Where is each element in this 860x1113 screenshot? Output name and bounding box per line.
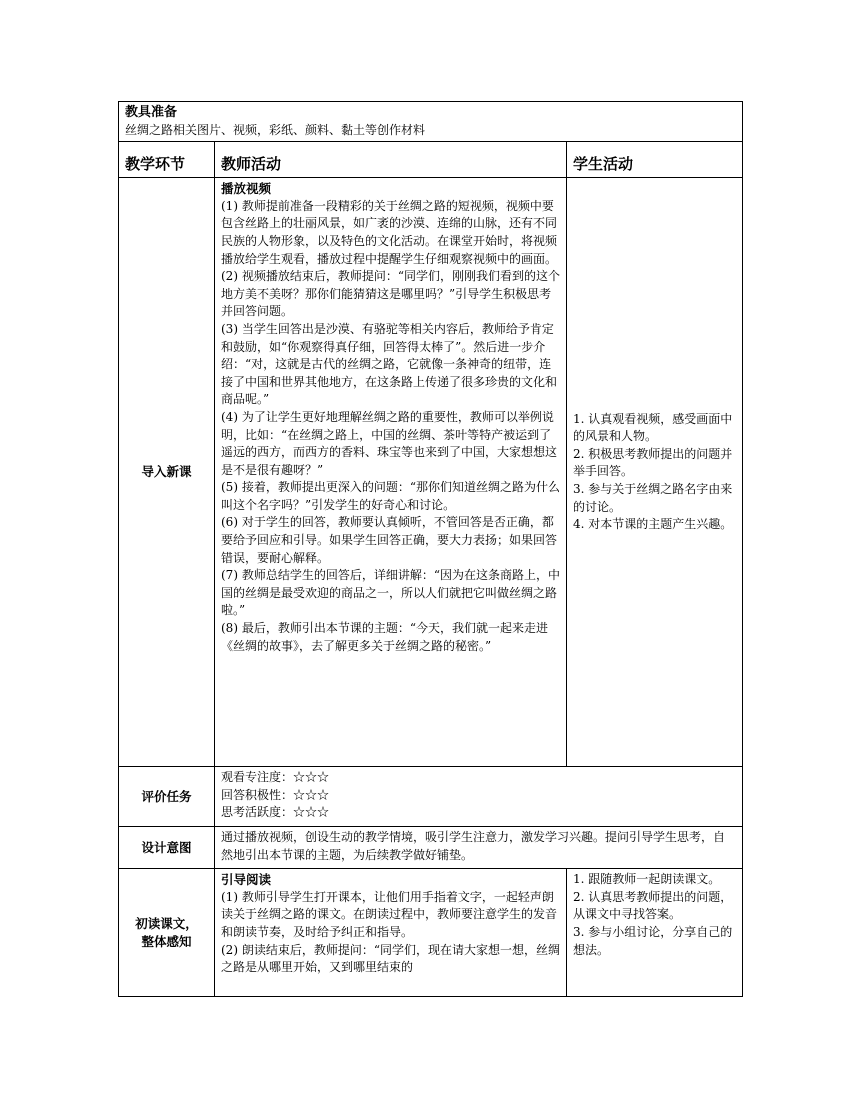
eval-stage: 评价任务 [119,767,215,827]
header-stage: 教学环节 [119,142,215,178]
intro-student-para: 1. 认真观看视频，感受画面中的风景和人物。 [573,411,733,444]
header-row [119,142,743,178]
eval-row [119,767,743,827]
prep-cell [119,102,743,142]
reading-stage [119,869,215,997]
intro-teacher-para: (7) 教师总结学生的回答后，详细讲解：“因为在这条商路上，中国的丝绸是最受欢迎的商品之一，所以人们就把它叫做丝绸之路啦。” [221,568,560,618]
intro-teacher-para: (2) 视频播放结束后，教师提问：“同学们，刚刚我们看到的这个地方美不美呀？那你们能猜猜这是哪里吗？”引导学生积极思考并回答问题。 [221,269,560,319]
eval-line: 思考活跃度：☆☆☆ [221,805,330,820]
intro-teacher-para: (3) 当学生回答出是沙漠、有骆驼等相关内容后，教师给予肯定和鼓励，如“你观察得真仔细，回答得太棒了”。然后进一步介绍：“对，这就是古代的丝绸之路，它就像一条神奇的纽带，连接了中国和世界其他地方，在这条路上传递了很多珍贵的文化和商品呢。” [221,321,558,407]
lesson-plan-page [118,101,742,997]
intro-student-cell [567,178,743,767]
intro-teacher-para: (5) 接着，教师提出更深入的问题：“那你们知道丝绸之路为什么叫这个名字吗？”引发学生的好奇心和讨论。 [221,480,560,512]
design-stage: 设计意图 [119,827,215,869]
eval-cell [215,767,743,827]
design-row [119,827,743,869]
reading-teacher-cell [215,869,567,997]
eval-line: 观看专注度：☆☆☆ [221,770,330,785]
header-teacher: 教师活动 [215,142,567,178]
reading-stage-line: 整体感知 [141,933,192,949]
intro-subtitle: 播放视频 [221,181,272,197]
header-student: 学生活动 [567,142,743,178]
reading-teacher-para: (1) 教师引导学生打开课本，让他们用手指着文字，一起轻声朗读关于丝绸之路的课文。在朗读过程中，教师要注意学生的发音和朗读节奏，及时给予纠正和指导。 [221,889,558,939]
lesson-plan-table [118,101,743,997]
eval-line: 回答积极性：☆☆☆ [221,787,330,802]
intro-row [119,178,743,767]
reading-student-para: 3. 参与小组讨论，分享自己的想法。 [573,924,733,957]
intro-teacher-para: (4) 为了让学生更好地理解丝绸之路的重要性，教师可以举例说明，比如：“在丝绸之路上，中国的丝绸、茶叶等特产被运到了遥远的西方，而西方的香料、珠宝等也来到了中国，大家想想这是不是很有趣呀？” [221,409,558,477]
reading-student-cell [567,869,743,997]
intro-teacher-para: (1) 教师提前准备一段精彩的关于丝绸之路的短视频，视频中要包含丝路上的壮丽风景，如广袤的沙漠、连绵的山脉，还有不同民族的人物形象，以及特色的文化活动。在课堂开始时，将视频播放给学生观看，播放过程中提醒学生仔细观察视频中的画面。 [221,198,558,266]
intro-teacher-cell [215,178,567,767]
reading-subtitle: 引导阅读 [221,872,272,888]
prep-row [119,102,743,142]
intro-student-para: 3. 参与关于丝绸之路名字由来的讨论。 [573,481,733,514]
intro-teacher-para: (8) 最后，教师引出本节课的主题：“今天，我们就一起来走进《丝绸的故事》，去了解更多关于丝绸之路的秘密。” [221,621,548,653]
intro-teacher-para: (6) 对于学生的回答，教师要认真倾听，不管回答是否正确，都要给予回应和引导。如果学生回答正确，要大力表扬；如果回答错误，要耐心解释。 [221,515,558,565]
prep-title: 教具准备 [125,105,178,120]
reading-student-para: 1. 跟随教师一起朗读课文。 [573,872,721,887]
intro-stage: 导入新课 [119,178,215,767]
prep-content: 丝绸之路相关图片、视频，彩纸、颜料、黏土等创作材料 [125,122,426,137]
reading-student-para: 2. 认真思考教师提出的问题，从课文中寻找答案。 [573,889,733,922]
reading-row [119,869,743,997]
intro-student-para: 2. 积极思考教师提出的问题并举手回答。 [573,446,733,479]
reading-stage-line: 初读课文， [135,916,198,932]
design-content: 通过播放视频，创设生动的教学情境，吸引学生注意力，激发学习兴趣。提问引导学生思考，自然地引出本节课的主题，为后续教学做好铺垫。 [215,827,743,869]
reading-teacher-para: (2) 朗读结束后，教师提问：“同学们，现在请大家想一想，丝绸之路是从哪里开始，又到哪里结束的 [221,942,560,975]
intro-student-para: 4. 对本节课的主题产生兴趣。 [573,517,733,532]
